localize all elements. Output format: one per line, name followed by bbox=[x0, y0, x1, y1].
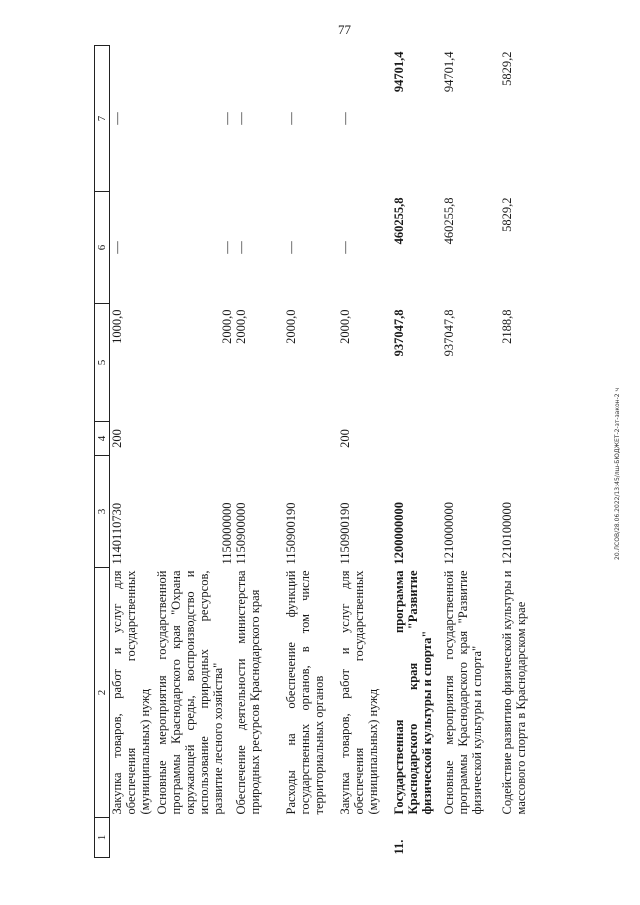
row-amount-col7: — bbox=[284, 112, 298, 125]
header-cell: 7 bbox=[95, 46, 110, 192]
row-amount-col5: 937047,8 bbox=[392, 309, 406, 357]
row-description: Государственная программа Краснодарского края "Развитие физической культуры и спорта" bbox=[392, 570, 434, 815]
header-cell: 4 bbox=[95, 422, 110, 456]
row-amount-col6: — bbox=[284, 241, 298, 254]
table-row bbox=[338, 46, 392, 858]
row-amount-col6: — bbox=[338, 241, 352, 254]
table-row bbox=[500, 46, 544, 858]
row-index: 11. bbox=[392, 839, 406, 855]
row-amount-col5: 1000,0 bbox=[110, 309, 124, 344]
page-number: 77 bbox=[338, 22, 351, 37]
row-code: 1210000000 bbox=[442, 502, 456, 565]
row-expense-type bbox=[284, 422, 338, 456]
row-index bbox=[338, 818, 392, 858]
row-amount-col6: — bbox=[110, 241, 124, 254]
row-amount-col5: 2000,0 bbox=[338, 309, 352, 344]
row-index bbox=[500, 818, 544, 858]
row-description: Основные мероприятия государственной программы Краснодарского края "Развитие физической культуры и спорта" bbox=[442, 570, 484, 815]
row-amount-col6: — bbox=[220, 241, 234, 254]
row-description: Обеспечение деятельности министерства природных ресурсов Краснодарского края bbox=[234, 570, 262, 815]
row-amount-col7: — bbox=[110, 112, 124, 125]
header-cell: 3 bbox=[95, 456, 110, 568]
row-description: Закупка товаров, работ и услуг для обеспечения государственных (муниципальных) нужд bbox=[338, 570, 380, 815]
row-index bbox=[284, 818, 338, 858]
row-amount-col7: 94701,4 bbox=[392, 51, 406, 93]
row-expense-type bbox=[392, 422, 442, 456]
row-expense-type bbox=[442, 422, 500, 456]
header-cell: 6 bbox=[95, 192, 110, 304]
row-amount-col7: — bbox=[338, 112, 352, 125]
row-code: 1140110730 bbox=[110, 502, 124, 565]
table-row bbox=[284, 46, 338, 858]
row-description: Расходы на обеспечение функций государственных органов, в том числе территориальных органов bbox=[284, 570, 326, 815]
row-amount-col7: — bbox=[234, 112, 248, 125]
row-code: 1210100000 bbox=[500, 502, 514, 565]
table-header bbox=[95, 46, 110, 858]
row-expense-type bbox=[155, 422, 234, 456]
row-expense-type bbox=[234, 422, 284, 456]
table-row bbox=[234, 46, 284, 858]
row-expense-type: 200 bbox=[338, 429, 352, 448]
row-description: Содействие развитию физической культуры и массового спорта в Краснодарском крае bbox=[500, 570, 528, 815]
row-amount-col7: — bbox=[220, 112, 234, 125]
row-index bbox=[155, 818, 234, 858]
header-cell: 5 bbox=[95, 304, 110, 422]
header-cell: 1 bbox=[95, 818, 110, 858]
row-code: 1150900190 bbox=[338, 502, 352, 565]
row-code: 1150000000 bbox=[220, 502, 234, 565]
row-expense-type bbox=[500, 422, 544, 456]
row-amount-col5: 937047,8 bbox=[442, 309, 456, 357]
budget-table bbox=[94, 45, 544, 858]
print-stamp: 20.ЛСОВ/28.06.2022/13:45/лш-БЮДЖЕТ-2-зт-закон-2 ч bbox=[614, 388, 621, 560]
table-row bbox=[110, 46, 156, 858]
row-amount-col7: 94701,4 bbox=[442, 51, 456, 93]
row-index bbox=[442, 818, 500, 858]
row-description: Закупка товаров, работ и услуг для обеспечения государственных (муниципальных) нужд bbox=[110, 570, 152, 815]
table-row bbox=[392, 46, 442, 858]
row-amount-col5: 2000,0 bbox=[284, 309, 298, 344]
row-code: 1150900190 bbox=[284, 502, 298, 565]
row-amount-col6: 460255,8 bbox=[442, 197, 456, 245]
header-cell: 2 bbox=[95, 568, 110, 818]
budget-table-page bbox=[94, 46, 614, 858]
table-row bbox=[155, 46, 234, 858]
row-expense-type: 200 bbox=[110, 429, 124, 448]
row-amount-col6: 460255,8 bbox=[392, 197, 406, 245]
row-amount-col7: 5829,2 bbox=[500, 51, 514, 86]
table-row bbox=[442, 46, 500, 858]
row-amount-col5: 2188,8 bbox=[500, 309, 514, 344]
row-amount-col5: 2000,0 bbox=[220, 309, 234, 344]
row-amount-col6: — bbox=[234, 241, 248, 254]
row-index bbox=[234, 818, 284, 858]
row-code: 1200000000 bbox=[392, 502, 406, 565]
row-index bbox=[110, 818, 156, 858]
row-amount-col5: 2000,0 bbox=[234, 309, 248, 344]
row-amount-col6: 5829,2 bbox=[500, 197, 514, 232]
row-description: Основные мероприятия государственной программы Краснодарского края "Охрана окружающей среды, воспроизводство и использование природных ресурсов, развитие лесного хозяйства" bbox=[155, 570, 225, 815]
row-code: 1150900000 bbox=[234, 502, 248, 565]
